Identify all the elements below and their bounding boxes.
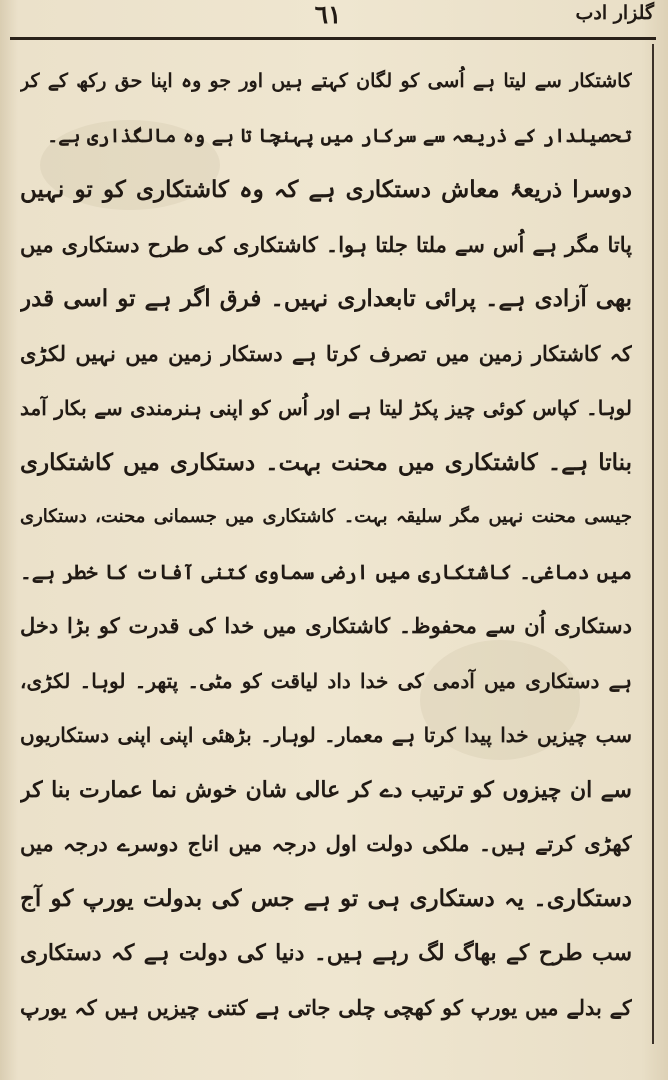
text-line: کاشتکار سے لیتا ہے اُسی کو لگان کہتے ہیں اور جو وہ اپنا حق رکھ کے کر bbox=[20, 70, 632, 92]
body-text bbox=[20, 54, 632, 1035]
text-line: میں دماغی۔ کاشتکاری میں ارضی سماوی کتنی آفات کا خطر ہے۔ bbox=[20, 559, 632, 584]
text-line: کھڑی کرتے ہیں۔ ملکی دولت اول درجہ میں اناج دوسرے درجہ میں bbox=[20, 831, 632, 856]
text-line: پاتا مگر ہے اُس سے ملتا جلتا ہوا۔ کاشتکاری کی طرح دستکاری میں bbox=[20, 231, 632, 257]
text-line: جیسی محنت نہیں مگر سلیقہ بہت۔ کاشتکاری میں جسمانی محنت، دستکاری bbox=[20, 506, 632, 527]
book-title: گلزار ادب bbox=[575, 2, 654, 24]
text-line: ہے دستکاری میں آدمی کی خدا داد لیاقت کو مٹی۔ پتھر۔ لوہا۔ لکڑی، bbox=[20, 668, 632, 693]
text-line: بناتا ہے۔ کاشتکاری میں محنت بہت۔ دستکاری میں کاشتکاری bbox=[20, 448, 632, 476]
text-line: سب طرح کے بھاگ لگ رہے ہیں۔ دنیا کی دولت ہے کہ دستکاری bbox=[20, 940, 632, 966]
text-line: کہ کاشتکار زمین میں تصرف کرتا ہے دستکار زمین میں نہیں لکڑی bbox=[20, 340, 632, 366]
text-line: کے بدلے میں یورپ کو کھچی چلی جاتی ہے کتنی چیزیں ہیں کہ یورپ bbox=[20, 994, 632, 1020]
text-line: دستکاری اُن سے محفوظ۔ کاشتکاری میں خدا کی قدرت کو بڑا دخل bbox=[20, 613, 632, 638]
text-line: بھی آزادی ہے۔ پرائی تابعداری نہیں۔ فرق اگر ہے تو اسی قدر bbox=[20, 285, 632, 312]
text-line: دوسرا ذریعۂ معاش دستکاری ہے کہ وہ کاشتکاری کو تو نہیں bbox=[20, 176, 632, 203]
text-line: دستکاری۔ یہ دستکاری ہی تو ہے جس کی بدولت یورپ کو آج bbox=[20, 884, 632, 912]
text-line: لوہا۔ کپاس کوئی چیز پکڑ لیتا ہے اور اُس کو اپنی ہنرمندی سے بکار آمد bbox=[20, 396, 632, 420]
page-header bbox=[0, 0, 668, 42]
text-line: سب چیزیں خدا پیدا کرتا ہے معمار۔ لوہار۔ بڑھئی اپنی اپنی دستکاریوں bbox=[20, 723, 632, 747]
page-number: ٦١ bbox=[314, 0, 342, 29]
text-line: تحصیلدار کے ذریعہ سے سرکار میں پہنچا تا ہے وہ مالگذاری ہے۔ bbox=[47, 124, 632, 147]
header-rule bbox=[10, 37, 656, 40]
text-line: سے ان چیزوں کو ترتیب دے کر عالی شان خوش نما عمارت بنا کر bbox=[20, 776, 632, 803]
margin-rule bbox=[652, 44, 654, 1044]
